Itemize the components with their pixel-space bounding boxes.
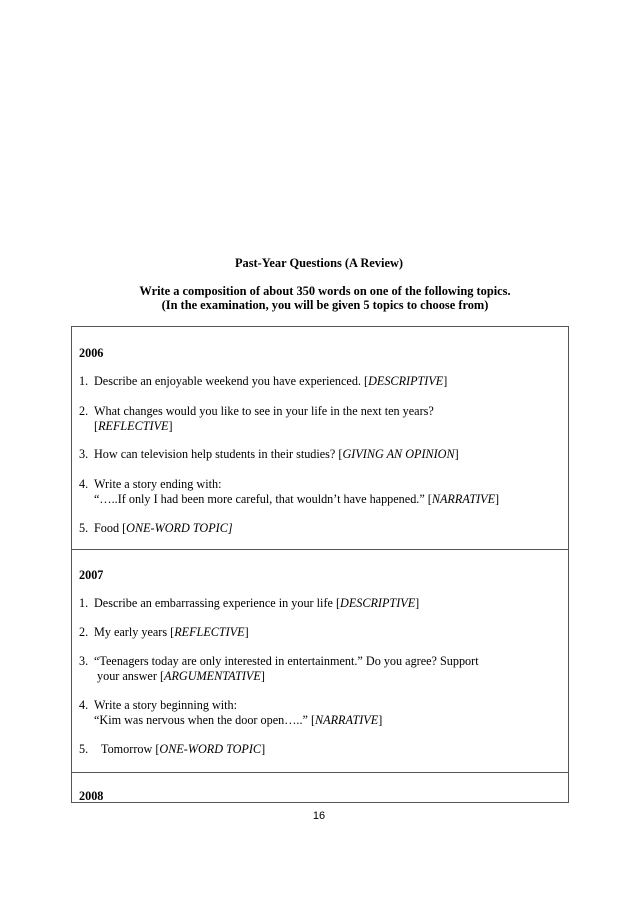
question-item: 3. “Teenagers today are only interested in entertainment.” Do you agree? Support your answer [ARGUMENTATIVE] [79,654,479,683]
year-heading: 2008 [79,789,104,803]
page-title: Past-Year Questions (A Review) [234,256,404,270]
instruction-line-2: (In the examination, you will be given 5 topics to choose from) [161,298,489,312]
question-item: 5. Food [ONE-WORD TOPIC] [79,521,233,535]
question-item: 4. Write a story ending with: “…..If only I had been more careful, that wouldn’t have happened.” [NARRATIVE] [79,477,500,506]
section-2006 [71,326,569,550]
question-item: 2. What changes would you like to see in your life in the next ten years? [REFLECTIVE] [79,404,434,433]
page-number: 16 [312,810,326,822]
question-item: 3. How can television help students in their studies? [GIVING AN OPINION] [79,447,459,461]
section-2007 [71,548,569,773]
question-item: 2. My early years [REFLECTIVE] [79,625,249,639]
question-item: 1. Describe an embarrassing experience in your life [DESCRIPTIVE] [79,596,420,610]
year-heading: 2006 [79,346,104,360]
question-item: 1. Describe an enjoyable weekend you have experienced. [DESCRIPTIVE] [79,374,448,388]
instruction-line-1: Write a composition of about 350 words on one of the following topics. [139,284,511,298]
year-heading: 2007 [79,568,104,582]
question-item: 5. Tomorrow [ONE-WORD TOPIC] [79,742,266,756]
question-item: 4. Write a story beginning with: “Kim was nervous when the door open…..” [NARRATIVE] [79,698,383,727]
section-2008 [71,772,569,803]
